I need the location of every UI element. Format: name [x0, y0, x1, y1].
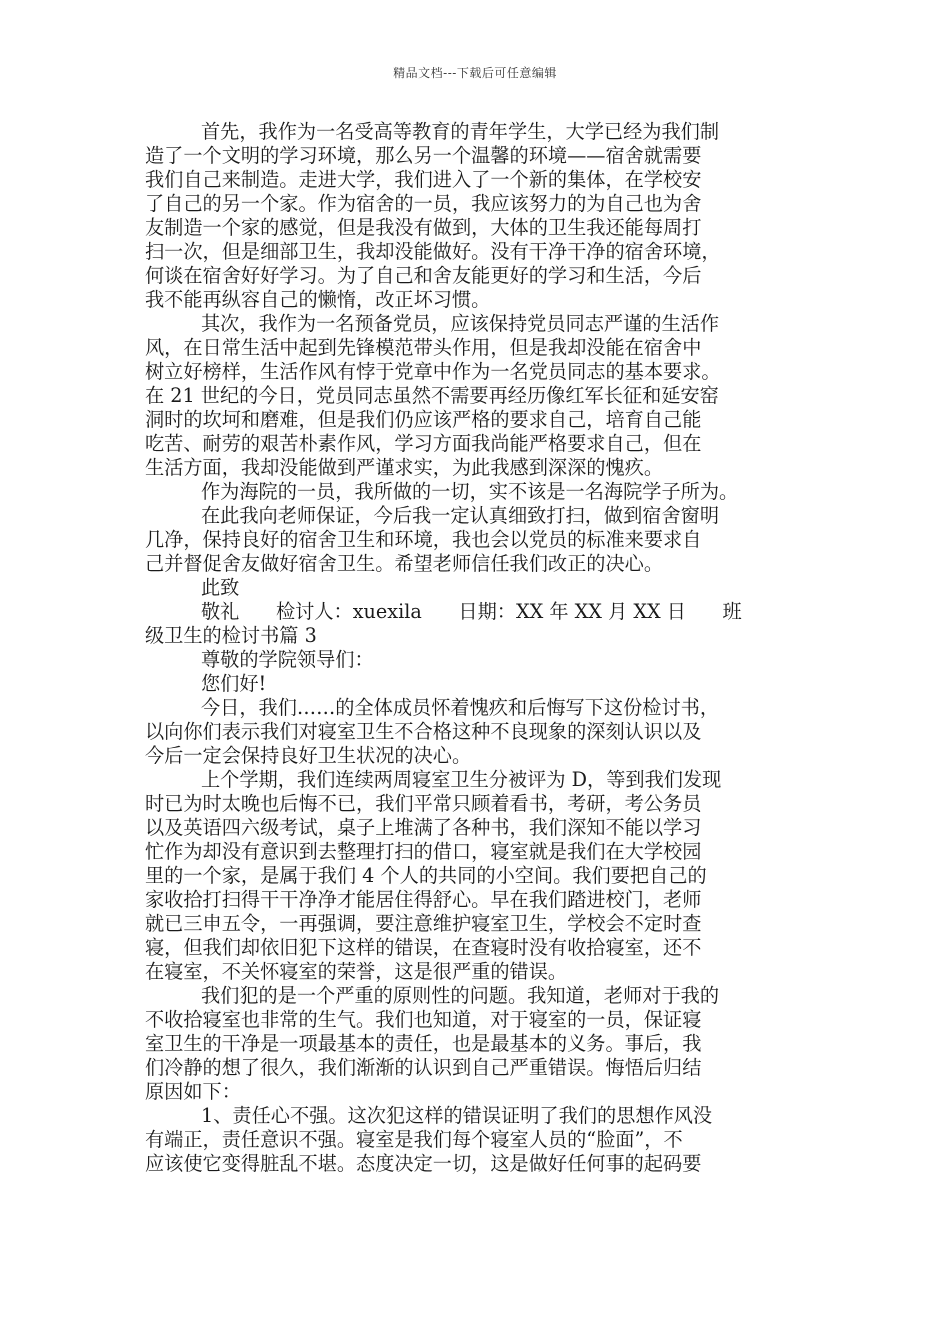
text-line: 友制造一个家的感觉，但是我没有做到，大体的卫生我还能每周打 — [145, 216, 702, 239]
text-line: 树立好榜样，生活作风有悖于党章中作为一名党员同志的基本要求。 — [145, 360, 721, 383]
text-line: 级卫生的检讨书篇 3 — [145, 624, 317, 647]
text-line: 尊敬的学院领导们： — [201, 648, 374, 671]
text-line: 我们自己来制造。走进大学，我们进入了一个新的集体，在学校安 — [145, 168, 702, 191]
text-line: 我们犯的是一个严重的原则性的问题。我知道，老师对于我的 — [201, 984, 720, 1007]
text-line: 忙作为却没有意识到去整理打扫的借口，寝室就是我们在大学校园 — [145, 840, 702, 863]
text-line: 有端正，责任意识不强。寝室是我们每个寝室人员的“脸面”，不 — [145, 1128, 683, 1151]
text-line: 您们好! — [201, 672, 267, 695]
text-line: 在寝室，不关怀寝室的荣誉，这是很严重的错误。 — [145, 960, 568, 983]
text-line: 洞时的坎坷和磨难，但是我们仍应该严格的要求自己，培育自己能 — [145, 408, 702, 431]
text-line: 此致 — [201, 576, 240, 599]
document-body — [145, 120, 820, 1176]
text-line: 己并督促舍友做好宿舍卫生。希望老师信任我们改正的决心。 — [145, 552, 664, 575]
text-line: 造了一个文明的学习环境，那么另一个温馨的环境——宿舍就需要 — [145, 144, 702, 167]
text-line: 首先，我作为一名受高等教育的青年学生，大学已经为我们制 — [201, 120, 720, 143]
text-line: 在此我向老师保证，今后我一定认真细致打扫，做到宿舍窗明 — [201, 504, 720, 527]
text-line: 扫一次，但是细部卫生，我却没能做好。没有干净干净的宿舍环境， — [145, 240, 721, 263]
text-line: 不收拾寝室也非常的生气。我们也知道，对于寝室的一员，保证寝 — [145, 1008, 702, 1031]
text-line: 应该使它变得脏乱不堪。态度决定一切，这是做好任何事的起码要 — [145, 1152, 702, 1175]
text-line: 今后一定会保持良好卫生状况的决心。 — [145, 744, 472, 767]
text-line: 家收拾打扫得干干净净才能居住得舒心。早在我们踏进校门，老师 — [145, 888, 702, 911]
text-line: 就已三申五令，一再强调，要注意维护寝室卫生，学校会不定时查 — [145, 912, 702, 935]
text-line: 寝，但我们却依旧犯下这样的错误，在查寝时没有收拾寝室，还不 — [145, 936, 702, 959]
text-line: 里的一个家，是属于我们 4 个人的共同的小空间。我们要把自己的 — [145, 864, 707, 887]
text-line: 1、责任心不强。这次犯这样的错误证明了我们的思想作风没 — [201, 1104, 713, 1127]
text-line: 生活方面，我却没能做到严谨求实，为此我感到深深的愧疚。 — [145, 456, 664, 479]
text-line: 何谈在宿舍好好学习。为了自己和舍友能更好的学习和生活，今后 — [145, 264, 702, 287]
text-line: 以向你们表示我们对寝室卫生不合格这种不良现象的深刻认识以及 — [145, 720, 702, 743]
text-line: 们冷静的想了很久，我们渐渐的认识到自己严重错误。悔悟后归结 — [145, 1056, 702, 1079]
text-line: 上个学期，我们连续两周寝室卫生分被评为 D，等到我们发现 — [201, 768, 722, 791]
page-header: 精品文档---下载后可任意编辑 — [393, 66, 557, 80]
text-line: 室卫生的干净是一项最基本的责任，也是最基本的义务。事后，我 — [145, 1032, 702, 1055]
text-line: 作为海院的一员，我所做的一切，实不该是一名海院学子所为。 — [201, 480, 739, 503]
text-line: 吃苦、耐劳的艰苦朴素作风，学习方面我尚能严格要求自己，但在 — [145, 432, 702, 455]
text-line: 敬礼 检讨人：xuexila 日期：XX 年 XX 月 XX 日 班 — [201, 600, 742, 623]
text-line: 其次，我作为一名预备党员，应该保持党员同志严谨的生活作 — [201, 312, 720, 335]
text-line: 在 21 世纪的今日，党员同志虽然不需要再经历像红军长征和延安窑 — [145, 384, 719, 407]
text-line: 几净，保持良好的宿舍卫生和环境，我也会以党员的标准来要求自 — [145, 528, 702, 551]
text-line: 风，在日常生活中起到先锋模范带头作用，但是我却没能在宿舍中 — [145, 336, 702, 359]
text-line: 时已为时太晚也后悔不已，我们平常只顾着看书，考研，考公务员 — [145, 792, 702, 815]
text-line: 原因如下： — [145, 1080, 241, 1103]
text-line: 以及英语四六级考试，桌子上堆满了各种书，我们深知不能以学习 — [145, 816, 702, 839]
text-line: 了自己的另一个家。作为宿舍的一员，我应该努力的为自己也为舍 — [145, 192, 702, 215]
text-line: 我不能再纵容自己的懒惰，改正坏习惯。 — [145, 288, 491, 311]
text-line: 今日，我们……的全体成员怀着愧疚和后悔写下这份检讨书， — [201, 696, 720, 719]
